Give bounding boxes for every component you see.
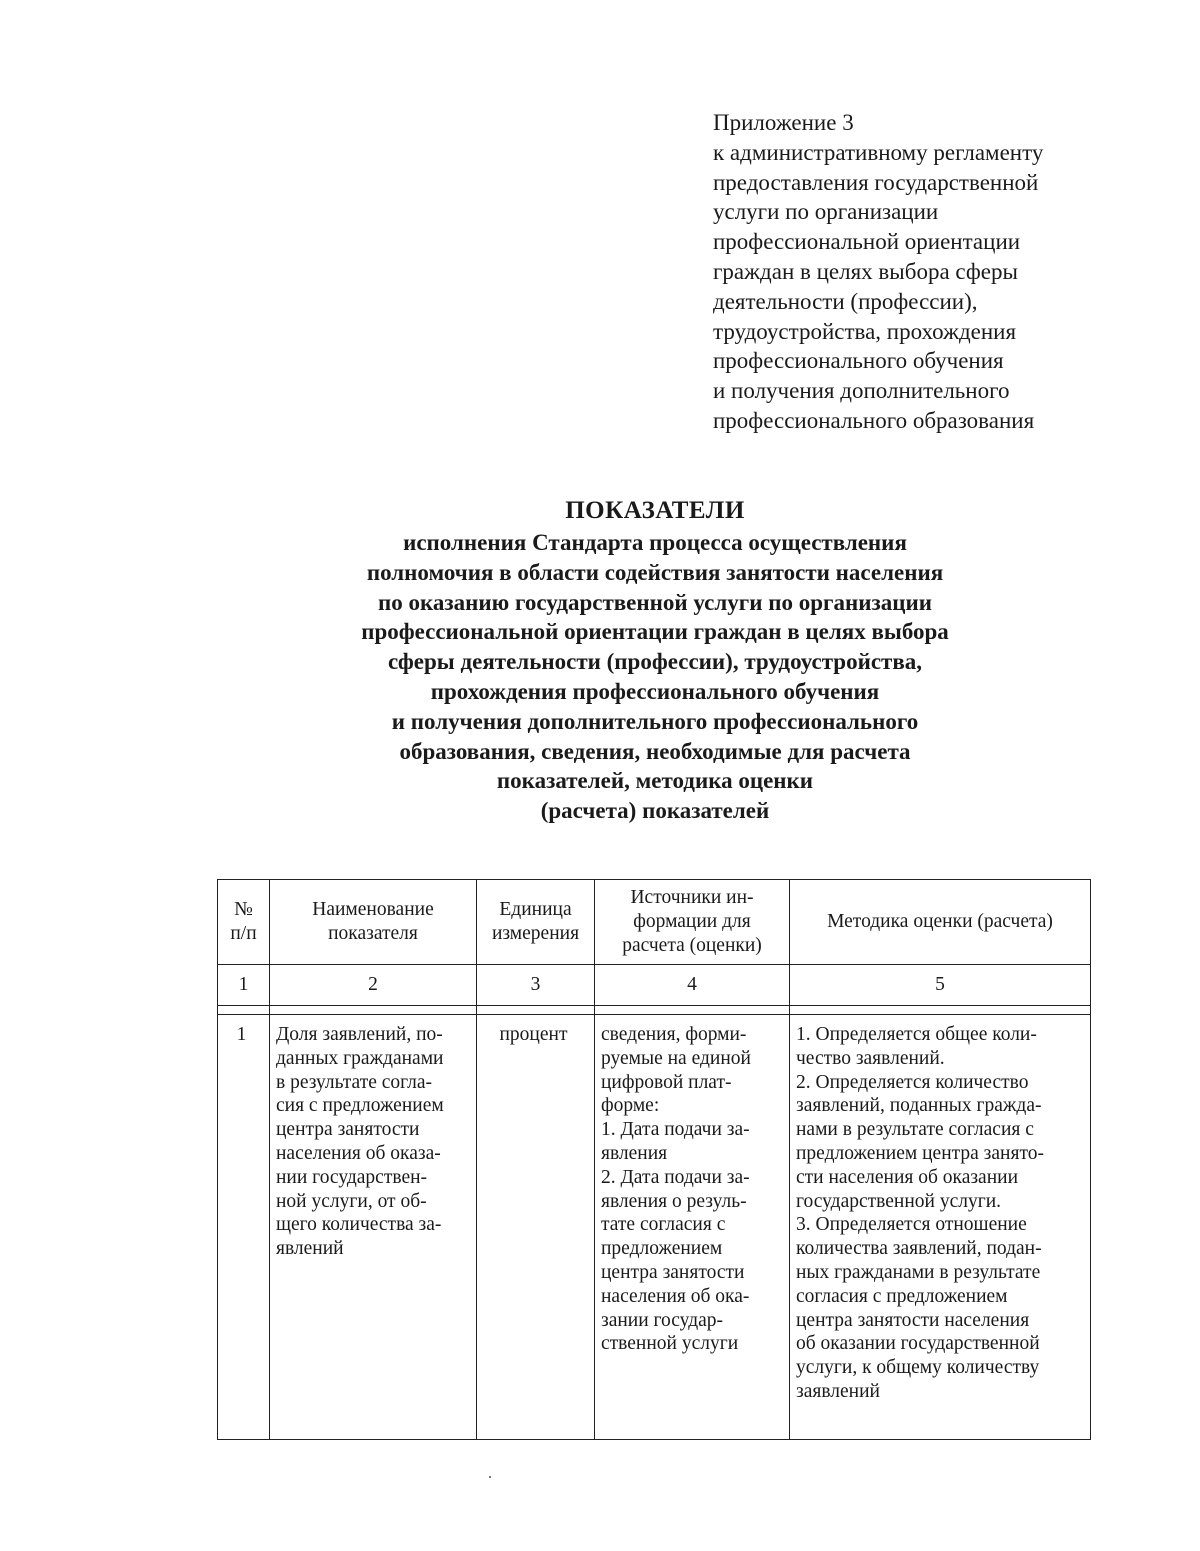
appendix-line: Приложение 3 bbox=[713, 110, 854, 135]
column-number: 3 bbox=[477, 965, 595, 1006]
row-separator bbox=[218, 1006, 1091, 1015]
table-row bbox=[218, 1015, 1091, 1440]
subtitle-line: по оказанию государственной услуги по организации bbox=[378, 589, 932, 615]
title-main: ПОКАЗАТЕЛИ bbox=[565, 497, 745, 524]
appendix-line: к административному регламенту bbox=[713, 139, 1044, 165]
appendix-line: профессиональной ориентации bbox=[713, 229, 1021, 255]
subtitle-line: прохождения профессионального обучения bbox=[430, 678, 880, 704]
column-number: 4 bbox=[595, 965, 790, 1006]
column-number: 1 bbox=[218, 965, 270, 1006]
subtitle-line: и получения дополнительного профессионального bbox=[391, 708, 919, 734]
appendix-line: услуги по организации bbox=[713, 199, 939, 225]
subtitle-line: полномочия в области содействия занятости населения bbox=[366, 559, 944, 585]
subtitle-line: показателей, методика оценки bbox=[496, 768, 814, 794]
indicator-name-cell: Доля заявлений, по- данных гражданами в результате согла- сия с предложением центра занятости населения об оказа- нии государствен- ной услуги, от об- щего количества за- явлений bbox=[270, 1015, 477, 1440]
column-number: 2 bbox=[270, 965, 477, 1006]
scan-speck bbox=[489, 1476, 491, 1478]
unit-cell: процент bbox=[477, 1015, 595, 1440]
appendix-line: деятельности (профессии), bbox=[713, 288, 978, 314]
appendix-line: трудоустройства, прохождения bbox=[713, 318, 1017, 344]
appendix-line: профессионального обучения bbox=[713, 348, 1004, 374]
title-subtitle bbox=[250, 528, 1060, 826]
header-cell-name: Наименование показателя bbox=[270, 880, 477, 965]
table-header-row bbox=[218, 880, 1091, 965]
header-cell-unit: Единица измерения bbox=[477, 880, 595, 965]
appendix-line: профессионального образования bbox=[713, 407, 1035, 433]
subtitle-line: профессиональной ориентации граждан в целях выбора bbox=[361, 619, 949, 645]
subtitle-line: исполнения Стандарта процесса осуществления bbox=[403, 530, 907, 555]
subtitle-line: образования, сведения, необходимые для расчета bbox=[399, 738, 911, 764]
sources-cell: сведения, форми- руемые на единой цифровой плат- форме: 1. Дата подачи за- явления 2. Дата подачи за- явления о резуль- тате согласия с предложением центра занятости населения об ока- зании государ- ственной услуги bbox=[595, 1015, 790, 1440]
row-number: 1 bbox=[218, 1015, 270, 1440]
header-cell-method: Методика оценки (расчета) bbox=[790, 880, 1091, 965]
appendix-note bbox=[713, 108, 1183, 436]
subtitle-line: (расчета) показателей bbox=[540, 798, 770, 824]
header-cell-sources: Источники ин- формации для расчета (оценки) bbox=[595, 880, 790, 965]
document-title bbox=[250, 494, 1060, 826]
subtitle-line: сферы деятельности (профессии), трудоустройства, bbox=[387, 649, 922, 675]
indicators-table bbox=[217, 879, 1091, 1440]
header-cell-num: № п/п bbox=[218, 880, 270, 965]
column-number: 5 bbox=[790, 965, 1091, 1006]
appendix-line: и получения дополнительного bbox=[713, 378, 1010, 404]
column-number-row bbox=[218, 965, 1091, 1006]
method-cell: 1. Определяется общее коли- чество заявлений. 2. Определяется количество заявлений, поданных гражда- нами в результате согласия с предложением центра занято- сти населения об оказании государственной услуги. 3. Определяется отношение количества заявлений, подан- ных гражданами в результате согласия с предложением центра занятости населения об оказании государственной услуги, к общему количеству заявлений bbox=[790, 1015, 1091, 1440]
appendix-line: граждан в целях выбора сферы bbox=[713, 258, 1018, 284]
appendix-line: предоставления государственной bbox=[713, 169, 1039, 195]
